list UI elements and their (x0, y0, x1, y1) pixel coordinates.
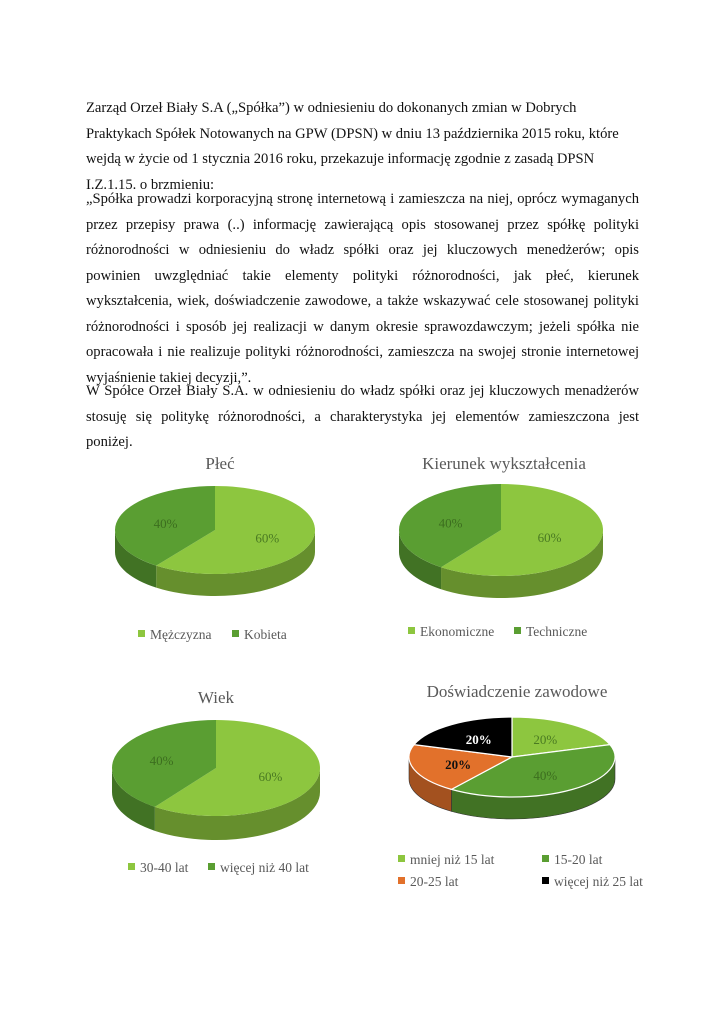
chart-title: Wiek (197, 688, 235, 707)
pie-slice-label: 60% (537, 530, 562, 546)
legend-label: Techniczne (526, 624, 588, 639)
legend-swatch (232, 630, 239, 637)
conclusion-paragraph: W Spółce Orzeł Biały S.A. w odniesieniu do władz spółki oraz jej kluczowych menadżerów stosuję się politykę różnorodności, a charakterystyka jej elementów zamieszczona jest poniżej. (86, 383, 639, 450)
intro-paragraph: Zarząd Orzeł Biały S.A („Spółka”) w odniesieniu do dokonanych zmian w Dobrych Praktykach Spółek Notowanych na GPW (DPSN) w dniu 13 października 2015 roku, które wejdą w życie od 1 stycznia 2016 roku, przekazuje informację zgodnie z zasadą DPSN I.Z.1.15. o brzmieniu: (86, 100, 619, 193)
legend-item (208, 860, 309, 876)
chart-gender (100, 452, 340, 652)
pie-svg (100, 482, 340, 642)
legend-item (138, 627, 211, 643)
legend-label: Kobieta (244, 627, 287, 642)
legend-item (232, 627, 287, 643)
chart-title: Doświadczenie zawodowe (426, 682, 608, 701)
legend-item (398, 852, 494, 868)
legend-label: Ekonomiczne (420, 624, 495, 639)
chart-age (96, 686, 336, 896)
legend-swatch (208, 863, 215, 870)
legend-item (408, 624, 494, 640)
legend-item (128, 860, 188, 876)
pie-svg (384, 482, 624, 642)
quote-paragraph: „Spółka prowadzi korporacyjną stronę internetową i zamieszcza na niej, oprócz wymaganych przez przepisy prawa (..) informację zawierającą opis stosowanej przez spółkę polityki różnorodności w odniesieniu do władz spółki oraz jej kluczowych menedżerów; opis powinien uwzględniać takie elementy polityki różnorodności, jak płeć, kierunek wykształcenia, wiek, doświadczenie zawodowe, a także wskazywać cele stosowanej polityki różnorodności i sposób jej realizacji w danym okresie sprawozdawczym; jeżeli spółka nie opracowała i nie realizuje polityki różnorodności, zamieszcza na swojej stronie internetowej wyjaśnienie takiej decyzji,”. (86, 191, 639, 386)
legend-label: więcej niż 25 lat (554, 874, 643, 889)
legend-item (542, 852, 602, 868)
legend-swatch (128, 863, 135, 870)
pie-slice-label: 20% (445, 756, 472, 772)
pie-svg (392, 710, 642, 860)
pie-slice-label: 60% (258, 769, 283, 785)
chart-legend (392, 852, 642, 892)
pie-slice-label: 20% (465, 732, 492, 748)
chart-education (384, 452, 624, 652)
pie-slice-label: 40% (149, 752, 174, 768)
chart-title: Płeć (205, 454, 235, 473)
pie-slice-label: 40% (438, 515, 463, 531)
pie-slice-label: 40% (533, 767, 558, 783)
pie-slice-label: 40% (153, 515, 178, 531)
legend-label: 30-40 lat (140, 860, 189, 875)
legend-swatch (398, 855, 405, 862)
legend-swatch (138, 630, 145, 637)
legend-swatch (398, 877, 405, 884)
legend-label: 15-20 lat (554, 852, 603, 867)
legend-swatch (408, 627, 415, 634)
legend-label: Mężczyzna (150, 627, 212, 642)
legend-swatch (514, 627, 521, 634)
chart-title: Kierunek wykształcenia (422, 454, 586, 473)
legend-item (542, 874, 643, 890)
pie-slice-label: 60% (255, 530, 280, 546)
legend-label: mniej niż 15 lat (410, 852, 495, 867)
legend-item (514, 624, 587, 640)
legend-swatch (542, 877, 549, 884)
legend-item (398, 874, 458, 890)
pie-slice-label: 20% (533, 732, 558, 748)
legend-label: 20-25 lat (410, 874, 459, 889)
chart-experience (392, 680, 642, 895)
pie-svg (96, 716, 336, 876)
legend-swatch (542, 855, 549, 862)
legend-label: więcej niż 40 lat (220, 860, 309, 875)
